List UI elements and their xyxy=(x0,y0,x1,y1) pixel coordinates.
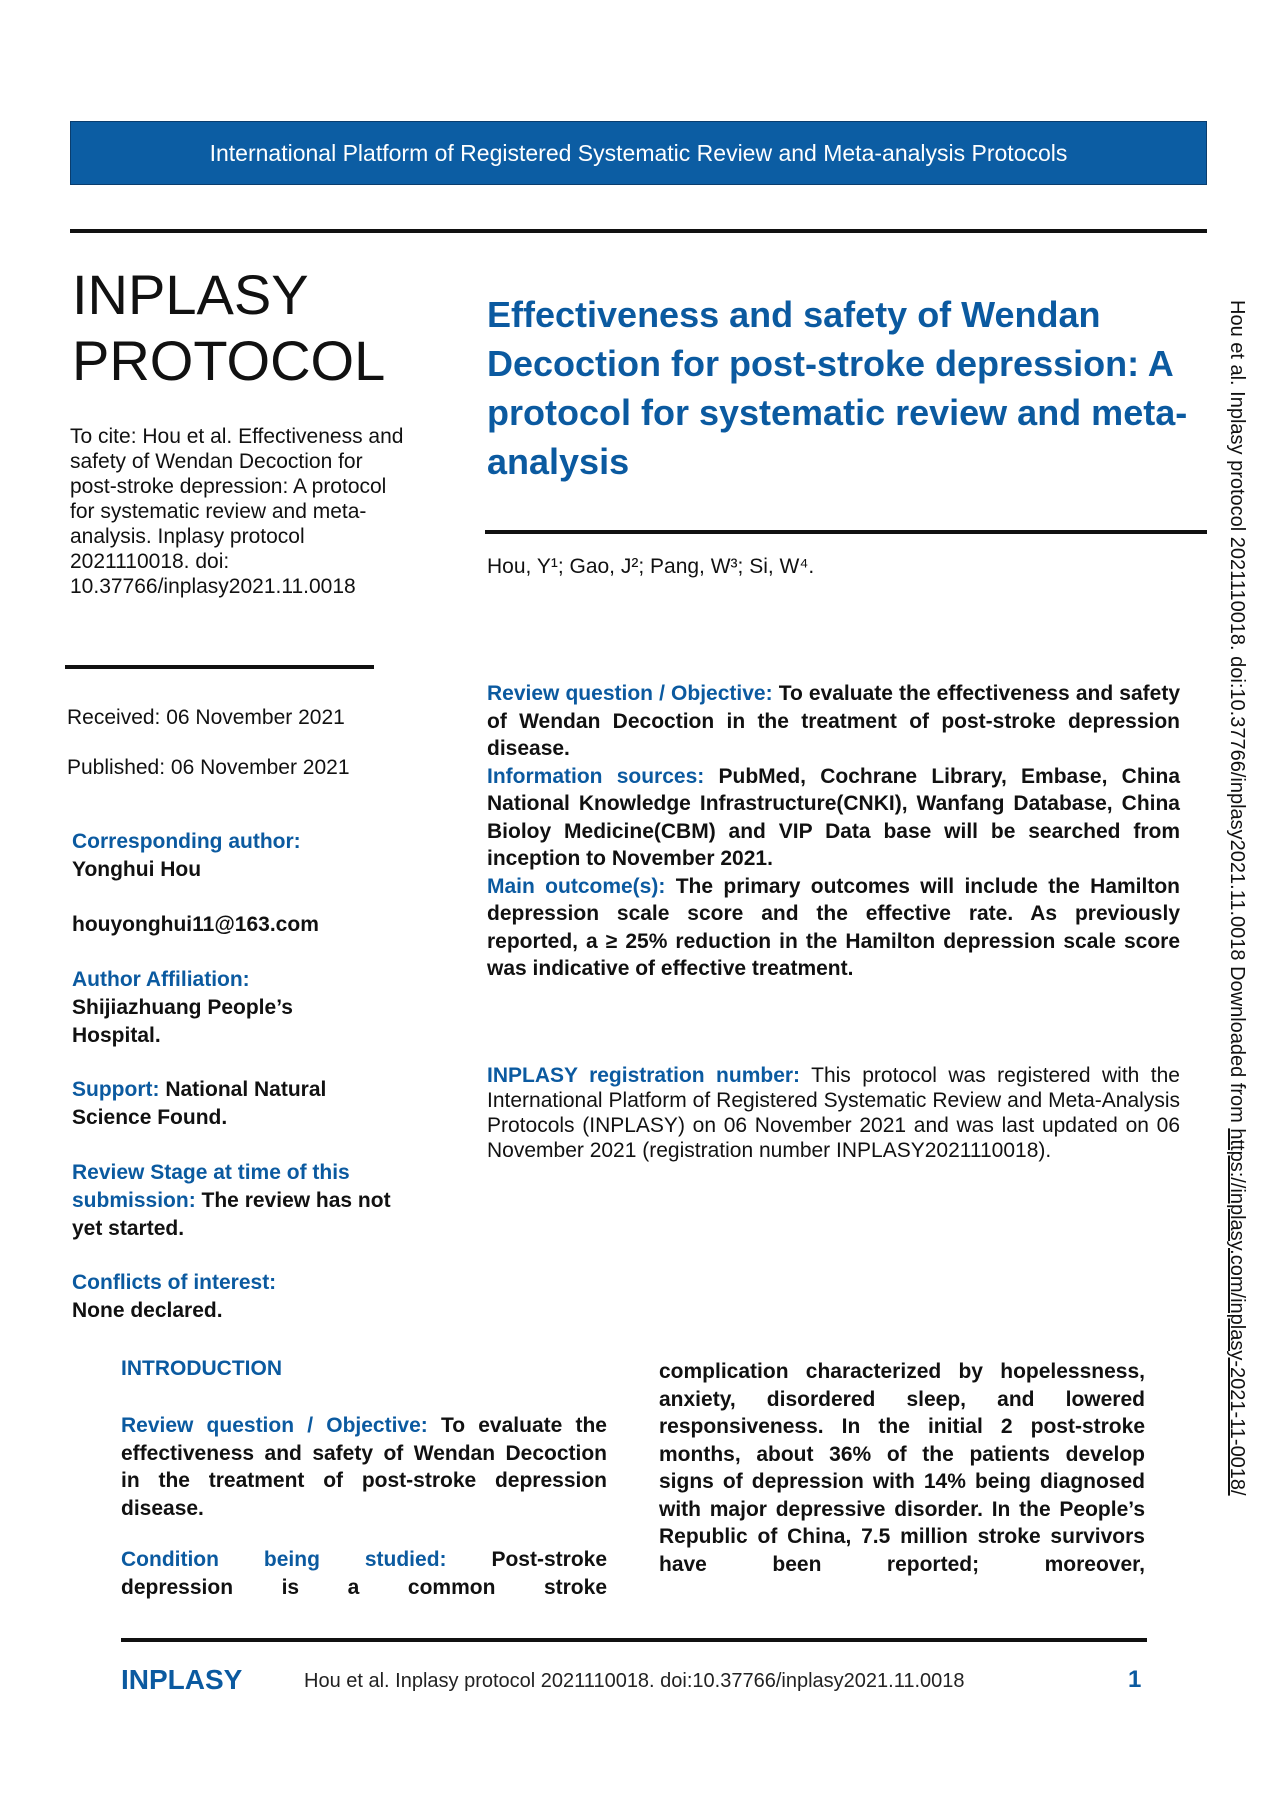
abstract-sources xyxy=(487,763,1180,873)
download-note xyxy=(1225,300,1248,1496)
citation: To cite: Hou et al. Effectiveness and safety of Wendan Decoction for post-stroke depression: A protocol for systematic review and meta-analysis. Inplasy protocol 2021110018. doi: 10.37766/inplasy2021.11.0018 xyxy=(70,425,404,598)
corresponding-author-label: Corresponding author: xyxy=(72,830,301,853)
left-divider xyxy=(65,665,374,669)
footer-brand: INPLASY xyxy=(121,1664,243,1695)
download-link[interactable]: https://inplasy.com/inplasy-2021-11-0018/ xyxy=(1226,1128,1248,1496)
registration-label: INPLASY registration number: xyxy=(487,1064,801,1087)
sources-text: PubMed, Cochrane Library, Embase, China National Knowledge Infrastructure(CNKI), Wanfang Database, China Bioloy Medicine(CBM) and VIP Data base will be searched from inception to November 2021. xyxy=(487,764,1180,870)
corresponding-author-name: Yonghui Hou xyxy=(72,858,202,881)
intro-objective xyxy=(121,1412,607,1522)
support-label: Support: xyxy=(72,1078,160,1101)
introduction-heading: INTRODUCTION xyxy=(121,1357,282,1380)
support-block xyxy=(72,1076,372,1132)
affiliation-block xyxy=(72,966,412,1050)
article-title: Effectiveness and safety of Wendan Decoction for post-stroke depression: A protocol for systematic review and meta-analysis xyxy=(487,294,1188,482)
journal-banner xyxy=(70,121,1207,185)
objective-label: Review question / Objective: xyxy=(487,682,773,705)
outcomes-label: Main outcome(s): xyxy=(487,874,666,898)
intro-objective-text: To evaluate the effectiveness and safety of Wendan Decoction in the treatment of post-stroke depression disease. xyxy=(121,1414,607,1520)
published-date: Published: 06 November 2021 xyxy=(67,756,350,779)
title-divider xyxy=(485,530,1207,534)
abstract-objective xyxy=(487,680,1180,763)
download-note-text: Hou et al. Inplasy protocol 2021110018. doi:10.37766/inplasy2021.11.0018 Downloaded from xyxy=(1226,300,1248,1129)
page-number: 1 xyxy=(1128,1666,1142,1693)
brand-line-1: INPLASY xyxy=(72,263,309,326)
top-divider xyxy=(70,229,1207,233)
author-email: houyonghui11@163.com xyxy=(72,913,319,936)
received-date: Received: 06 November 2021 xyxy=(67,706,345,729)
objective-text: To evaluate the effectiveness and safety of Wendan Decoction in the treatment of post-stroke depression disease. xyxy=(487,682,1180,760)
brand-line-2: PROTOCOL xyxy=(72,329,386,392)
support-value: National Natural Science Found. xyxy=(72,1078,327,1129)
outcomes-text: The primary outcomes will include the Hamilton depression scale score and the effective rate. As previously reported, a ≥ 25% reduction in the Hamilton depression scale score was indicative of effective treatment. xyxy=(487,874,1180,980)
review-stage-label: Review Stage at time of this submission: xyxy=(72,1161,350,1212)
review-stage-block xyxy=(72,1159,412,1243)
conflicts-value: None declared. xyxy=(72,1299,223,1322)
abstract xyxy=(487,680,1180,983)
footer-citation: Hou et al. Inplasy protocol 2021110018. doi:10.37766/inplasy2021.11.0018 xyxy=(304,1670,965,1692)
intro-condition-text: Post-stroke depression is a common stroke xyxy=(121,1548,607,1599)
introduction-right-column: complication characterized by hopelessness, anxiety, disordered sleep, and lowered responsiveness. In the initial 2 post-stroke months, about 36% of the patients develop signs of depression with 14% being diagnosed with major depressive disorder. In the People’s Republic of China, 7.5 million stroke survivors have been reported; moreover, xyxy=(659,1360,1145,1576)
sources-label: Information sources: xyxy=(487,764,705,788)
intro-objective-label: Review question / Objective: xyxy=(121,1414,428,1437)
corresponding-author-block xyxy=(72,828,412,884)
author-list: Hou, Y¹; Gao, J²; Pang, W³; Si, W⁴. xyxy=(487,555,815,578)
affiliation-value: Shijiazhuang People’s Hospital. xyxy=(72,996,293,1047)
footer-divider xyxy=(121,1638,1147,1642)
registration-block xyxy=(487,1063,1180,1163)
affiliation-label: Author Affiliation: xyxy=(72,968,250,991)
conflicts-block xyxy=(72,1269,412,1325)
abstract-outcomes xyxy=(487,873,1180,983)
registration-text: This protocol was registered with the International Platform of Registered Systematic Review and Meta-Analysis Protocols (INPLASY) on 06 November 2021 and was last updated on 06 November 2021 (registration number INPLASY2021110018). xyxy=(487,1064,1180,1162)
banner-text: International Platform of Registered Systematic Review and Meta-analysis Protocols xyxy=(209,139,1068,166)
introduction-left-column xyxy=(121,1412,607,1625)
brand-title xyxy=(72,262,432,394)
intro-condition-label: Condition being studied: xyxy=(121,1548,447,1571)
intro-condition xyxy=(121,1546,607,1601)
conflicts-label: Conflicts of interest: xyxy=(72,1271,277,1294)
review-stage-value: The review has not yet started. xyxy=(72,1189,391,1240)
